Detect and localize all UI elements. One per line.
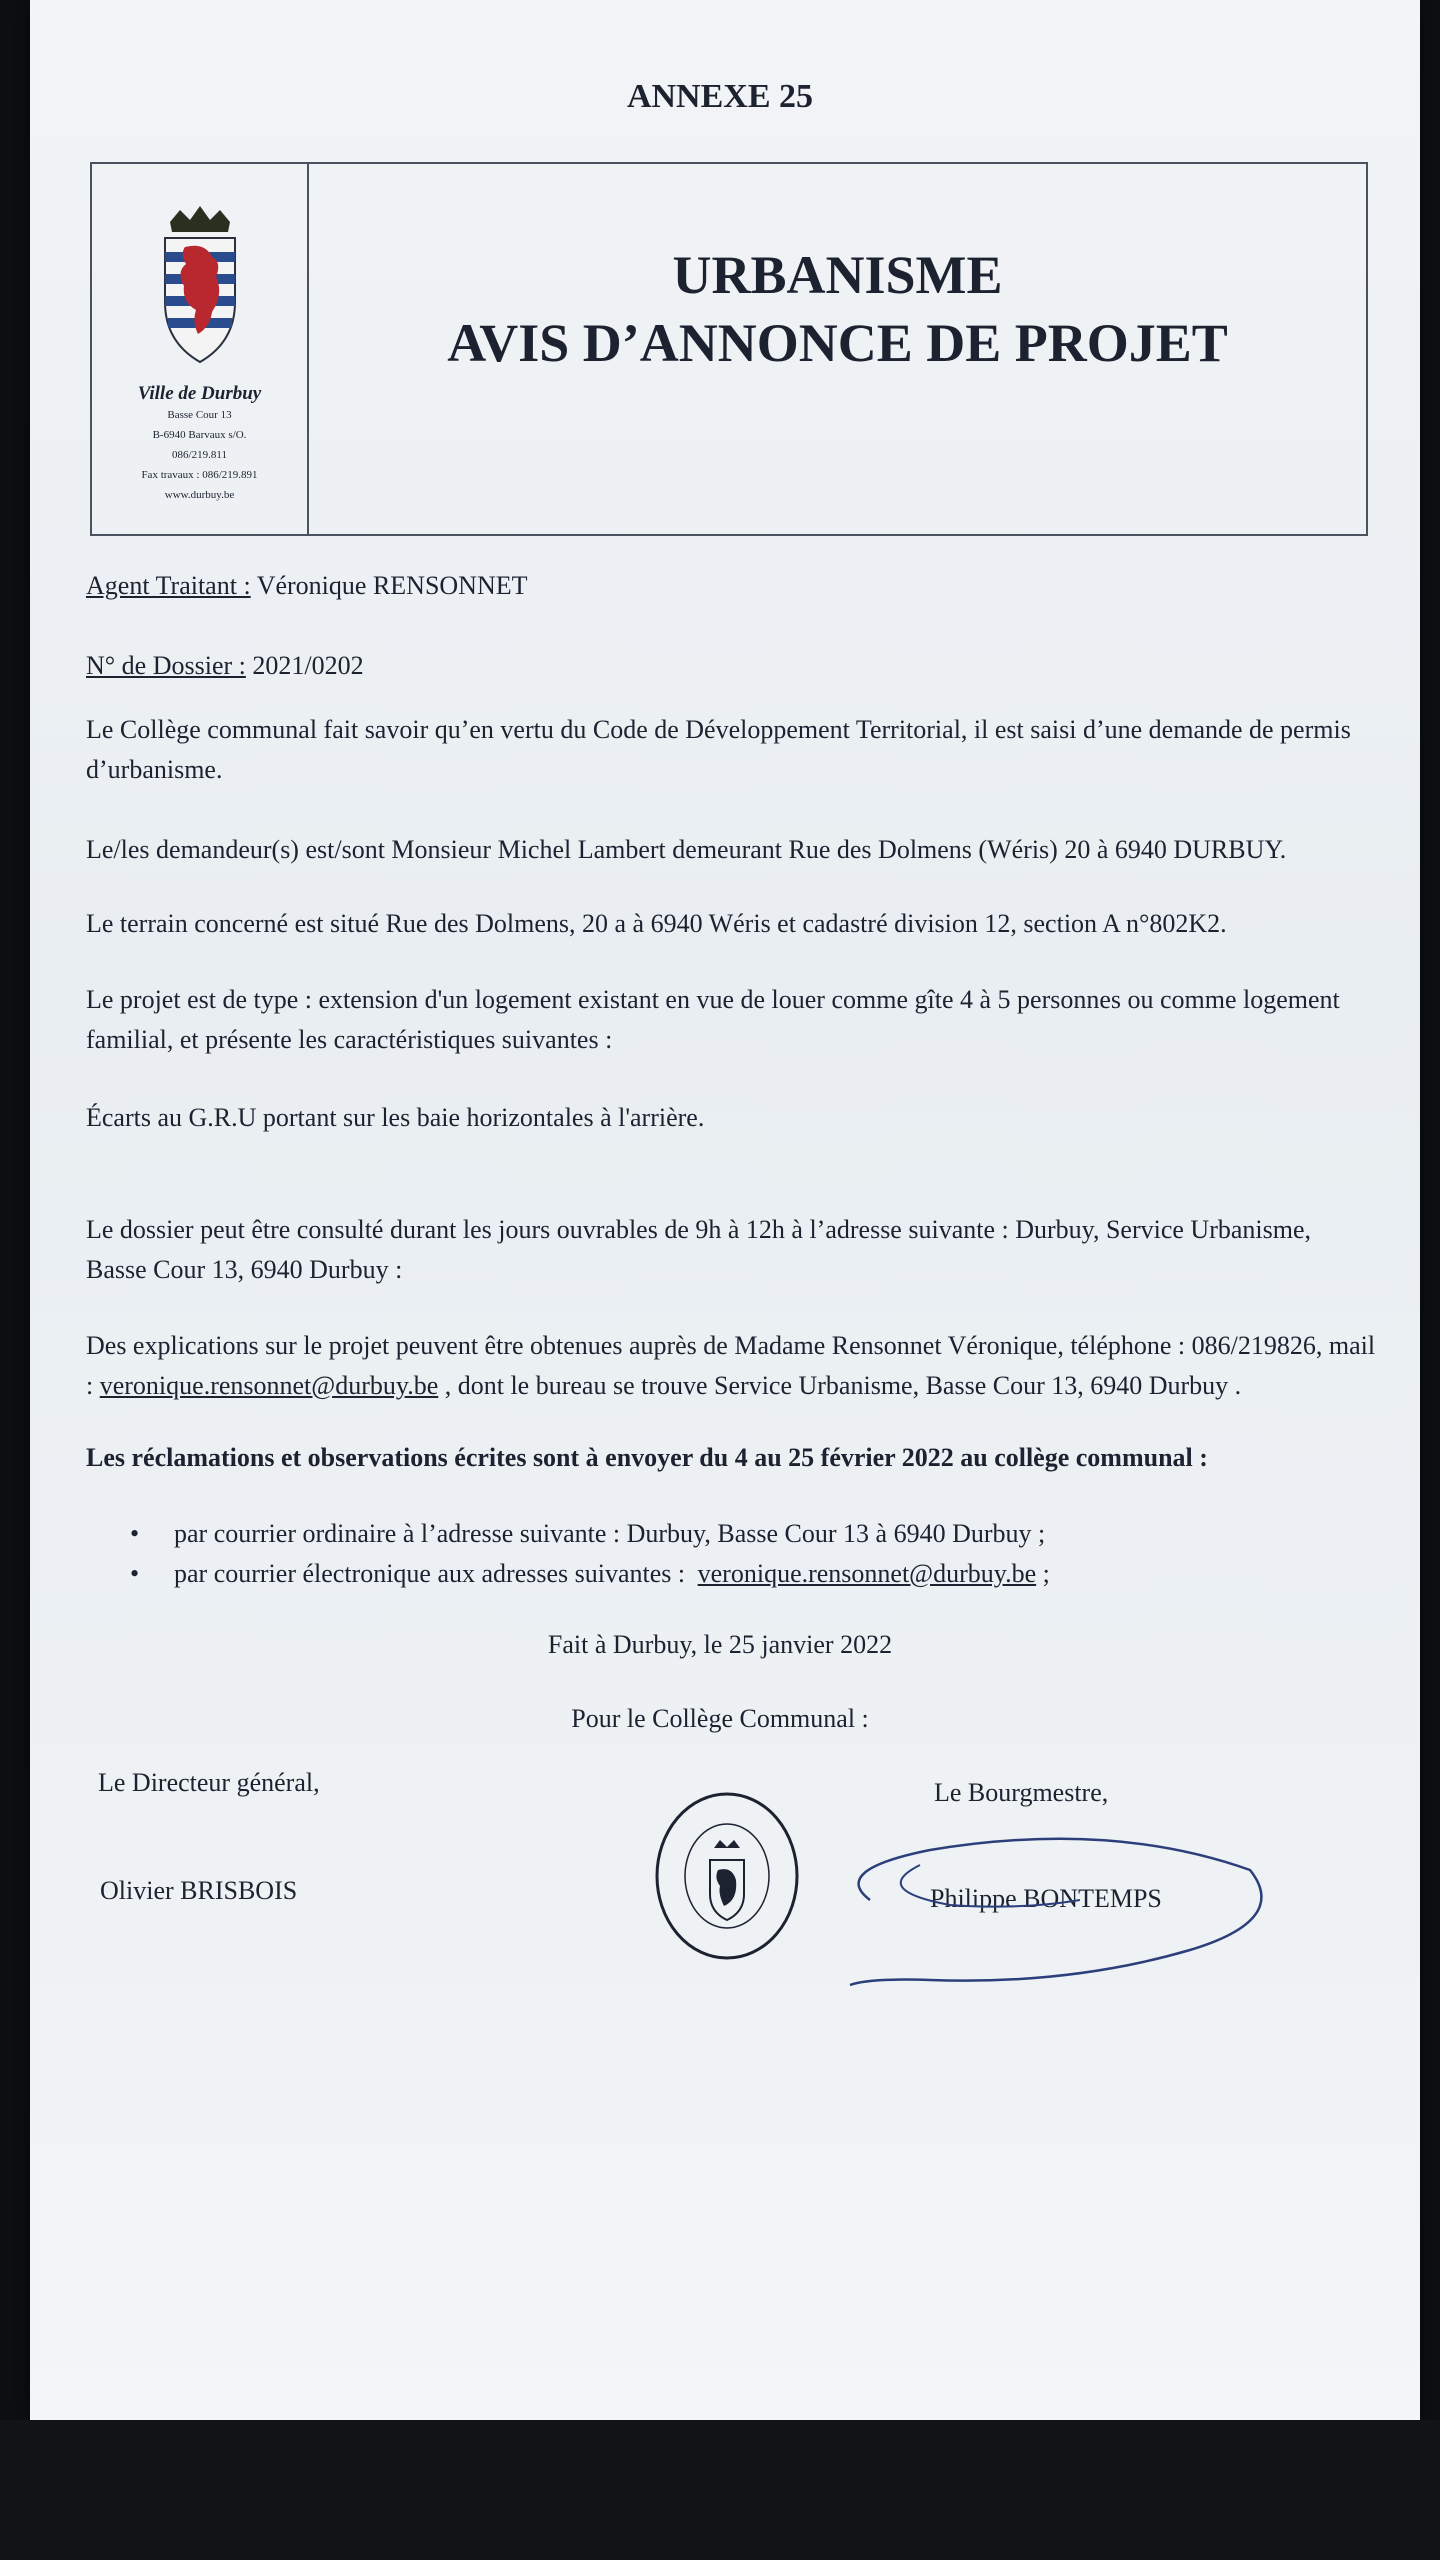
agent-value: Véronique RENSONNET — [256, 571, 528, 600]
title-urbanisme: URBANISME — [672, 245, 1003, 305]
bullet-text: par courrier ordinaire à l’adresse suivante : Durbuy, Basse Cour 13 à 6940 Durbuy ; — [174, 1519, 1046, 1548]
signature-scribble — [810, 1810, 1280, 2010]
logo-address-line: www.durbuy.be — [164, 489, 235, 501]
logo-address-line: Basse Cour 13 — [167, 409, 232, 421]
coat-of-arms-icon — [150, 202, 250, 372]
bullet-text: par courrier électronique aux adresses suivantes : — [174, 1559, 686, 1588]
paragraph-terrain: Le terrain concerné est situé Rue des Dolmens, 20 a à 6940 Wéris et cadastré division 12, section A n°802K2. — [86, 909, 1227, 938]
paragraph-applicant: Le/les demandeur(s) est/sont Monsieur Michel Lambert demeurant Rue des Dolmens (Wéris) 20 à 6940 DURBUY. — [86, 835, 1287, 864]
bullet-icon: • — [130, 1559, 140, 1588]
header-box — [90, 162, 1368, 536]
explanations-text: Des explications sur le projet peuvent être obtenues auprès de Madame Rensonnet Véronique, téléphone : 086/219826, mail : — [86, 1331, 1376, 1400]
email-link[interactable]: veronique.rensonnet@durbuy.be — [697, 1559, 1037, 1588]
title-cell — [309, 164, 1366, 534]
paragraph-explanations — [86, 1326, 1376, 1406]
title-avis: AVIS D’ANNONCE DE PROJET — [447, 313, 1228, 373]
paragraph-complaints: Les réclamations et observations écrites sont à envoyer du 4 au 25 février 2022 au collège communal : — [86, 1443, 1208, 1472]
logo-address-line: 086/219.811 — [172, 449, 227, 461]
left-signature-name: Olivier BRISBOIS — [100, 1876, 298, 1905]
agent-line — [86, 566, 1376, 606]
display-frame — [0, 2420, 1440, 2560]
logo-city: Ville de Durbuy — [137, 383, 262, 404]
dossier-label: N° de Dossier : — [86, 651, 246, 680]
paragraph-project: Le projet est de type : extension d'un logement existant en vue de louer comme gîte 4 à 5 personnes ou comme logement familial, et présente les caractéristiques suivantes : — [86, 985, 1340, 1054]
list-item — [130, 1514, 1330, 1554]
right-signature-name: Philippe BONTEMPS — [930, 1884, 1162, 1913]
explanations-text-end: , dont le bureau se trouve Service Urbanisme, Basse Cour 13, 6940 Durbuy . — [444, 1371, 1242, 1400]
logo-cell — [92, 164, 309, 534]
bullet-text-end: ; — [1042, 1559, 1050, 1588]
bullet-icon: • — [130, 1519, 140, 1548]
dossier-line — [86, 646, 1376, 686]
right-signature-title: Le Bourgmestre, — [934, 1778, 1109, 1807]
agent-label: Agent Traitant : — [86, 571, 251, 600]
left-signature-title: Le Directeur général, — [98, 1768, 320, 1797]
logo-address-line: B-6940 Barvaux s/O. — [152, 429, 247, 441]
paragraph-deviations: Écarts au G.R.U portant sur les baie horizontales à l'arrière. — [86, 1103, 705, 1132]
place-date: Fait à Durbuy, le 25 janvier 2022 — [547, 1630, 893, 1659]
bullet-list — [130, 1514, 1330, 1594]
logo-address — [92, 405, 307, 505]
paragraph-consultation: Le dossier peut être consulté durant les jours ouvrables de 9h à 12h à l’adresse suivante : Durbuy, Service Urbanisme, Basse Cour 13, 6940 Durbuy : — [86, 1215, 1312, 1284]
dossier-value: 2021/0202 — [252, 651, 364, 680]
for-college: Pour le Collège Communal : — [571, 1704, 869, 1733]
paragraph-intro: Le Collège communal fait savoir qu’en vertu du Code de Développement Territorial, il est saisi d’une demande de permis d’urbanisme. — [86, 715, 1351, 784]
municipal-stamp — [652, 1790, 802, 1962]
logo-address-line: Fax travaux : 086/219.891 — [141, 469, 258, 481]
annex-label: ANNEXE 25 — [626, 78, 814, 115]
email-link[interactable]: veronique.rensonnet@durbuy.be — [99, 1371, 439, 1400]
list-item — [130, 1554, 1330, 1594]
